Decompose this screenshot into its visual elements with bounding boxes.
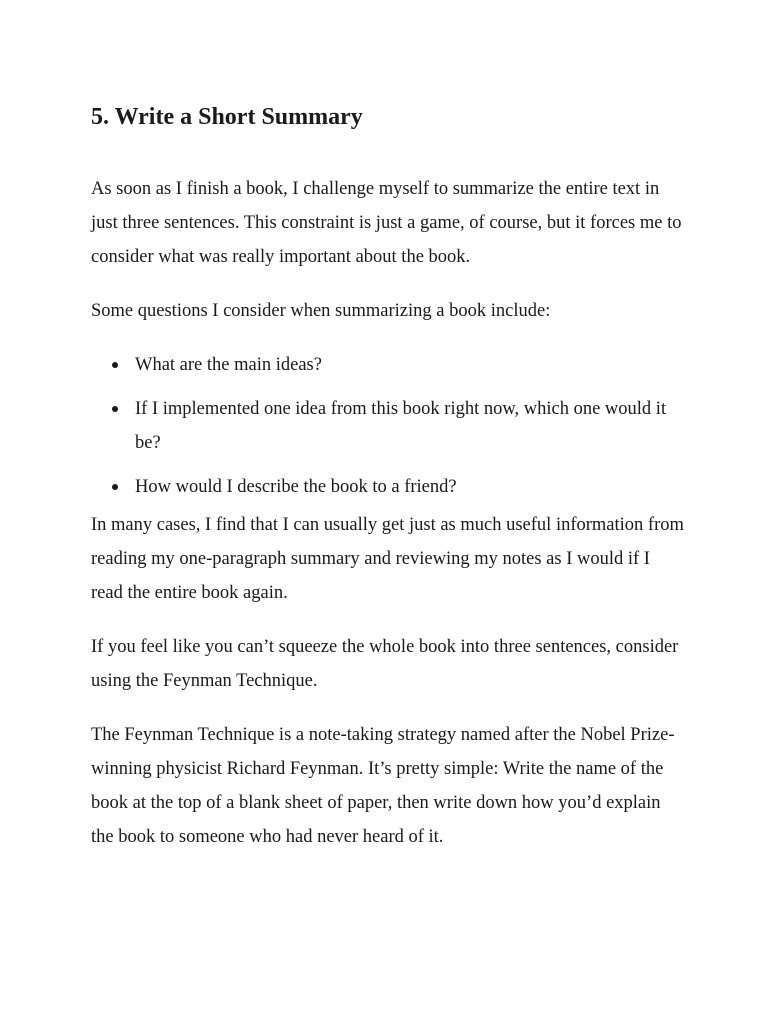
intro-paragraph: As soon as I finish a book, I challenge myself to summarize the entire text in just three sentences. This constraint is just a game, of course, but it forces me to consider what was really important about the book.	[91, 179, 682, 267]
list-item-text: What are the main ideas?	[135, 355, 322, 375]
section-heading: 5. Write a Short Summary	[91, 104, 363, 130]
summary-usefulness-paragraph: In many cases, I find that I can usually get just as much useful information from reading my one-paragraph summary and reviewing my notes as I would if I read the entire book again.	[91, 515, 684, 603]
questions-intro-paragraph: Some questions I consider when summarizing a book include:	[91, 301, 551, 321]
list-item	[135, 348, 684, 382]
questions-list	[91, 348, 684, 504]
bullet-icon	[112, 484, 118, 490]
bullet-icon	[112, 362, 118, 368]
after-list-section	[91, 508, 684, 854]
bullet-icon	[112, 406, 118, 412]
list-item-text: If I implemented one idea from this book right now, which one would it be?	[135, 399, 667, 453]
list-item	[135, 392, 684, 460]
list-item	[135, 470, 684, 504]
feynman-technique-paragraph: The Feynman Technique is a note-taking strategy named after the Nobel Prize-winning physicist Richard Feynman. It’s pretty simple: Write the name of the book at the top of a blank sheet of paper, then write down how you’d explain the book to someone who had never heard of it.	[91, 725, 675, 847]
feynman-suggestion-paragraph: If you feel like you can’t squeeze the whole book into three sentences, consider using the Feynman Technique.	[91, 637, 679, 691]
list-item-text: How would I describe the book to a friend?	[135, 477, 457, 497]
